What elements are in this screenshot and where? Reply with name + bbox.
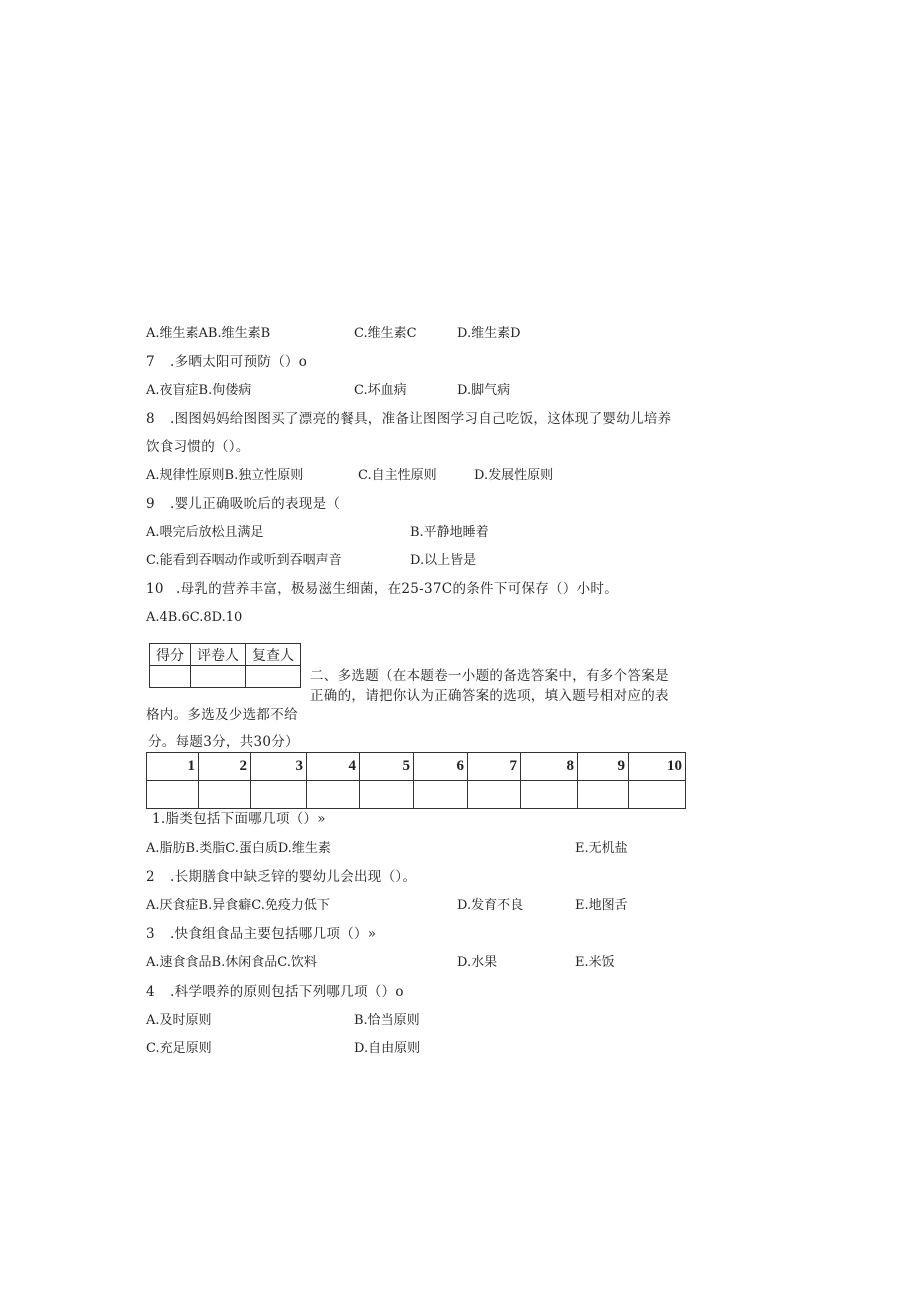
q6-option-d: D.维生素D <box>457 326 521 341</box>
section2-line3: 格内。多选及少选都不给 <box>146 707 298 723</box>
m4-stem: 4 .科学喂养的原则包括下列哪几项（）o <box>146 984 404 1000</box>
q8-stem-text: .图图妈妈给图图买了漂亮的餐具，准备让图图学习自己吃饭，这体现了婴幼儿培养 <box>170 411 672 427</box>
grader-cell[interactable] <box>191 666 246 688</box>
grid-number: 6 <box>414 753 468 781</box>
q9-option-b: B.平静地睡着 <box>410 525 489 540</box>
m1-stem: 1.脂类包括下面哪几项（）» <box>152 811 326 827</box>
grader-label: 评卷人 <box>191 644 246 666</box>
answer-cell[interactable] <box>468 781 521 809</box>
answer-cell[interactable] <box>629 781 686 809</box>
m4-option-a: A.及时原则 <box>146 1013 212 1028</box>
m4-option-c: C.充足原则 <box>146 1041 212 1056</box>
score-box <box>149 643 301 688</box>
q7-option-c: C.坏血病 <box>354 383 407 398</box>
q6-option-c: C.维生素C <box>354 326 417 341</box>
grid-number: 7 <box>468 753 521 781</box>
answer-grid <box>146 752 686 809</box>
m3-option-e: E.米饭 <box>575 955 615 970</box>
q9-option-a: A.喂完后放松且满足 <box>146 525 264 540</box>
q9-option-c: C.能看到吞咽动作或听到吞咽声音 <box>146 553 342 568</box>
answer-cell[interactable] <box>251 781 307 809</box>
section2-line1: 二、多选题（在本题卷一小题的备选答案中，有多个答案是 <box>310 668 669 684</box>
q10-stem-text: .母乳的营养丰富，极易滋生细菌，在25-37C的条件下可保存（）小时。 <box>176 581 619 597</box>
answer-cell[interactable] <box>521 781 578 809</box>
reviewer-label: 复查人 <box>246 644 301 666</box>
grid-number: 10 <box>629 753 686 781</box>
grid-number: 4 <box>307 753 360 781</box>
m1-option-abcd: A.脂肪B.类脂C.蛋白质D.维生素 <box>146 841 331 856</box>
m2-stem-text: .长期膳食中缺乏锌的婴幼儿会出现（）。 <box>170 869 417 885</box>
m1-option-e: E.无机盐 <box>575 841 628 856</box>
grid-number: 1 <box>147 753 199 781</box>
q10-options: A.4B.6C.8D.10 <box>146 610 243 625</box>
m3-option-d: D.水果 <box>457 955 498 970</box>
m2-option-e: E.地图舌 <box>575 898 628 913</box>
q6-option-ab: A.维生素AB.维生素B <box>146 326 271 341</box>
score-cell[interactable] <box>150 666 191 688</box>
q7-stem: 7 .多晒太阳可预防（）o <box>146 354 308 370</box>
q8-stem-line1: 8 .图图妈妈给图图买了漂亮的餐具，准备让图图学习自己吃饭，这体现了婴幼儿培养 <box>146 411 672 427</box>
grid-number: 3 <box>251 753 307 781</box>
m3-option-abc: A.速食食品B.休闲食品C.饮料 <box>146 955 317 970</box>
q9-stem-text: .婴儿正确吸吮后的表现是（ <box>170 496 341 512</box>
m2-option-d: D.发育不良 <box>457 898 524 913</box>
q7-stem-text: .多晒太阳可预防（）o <box>170 354 308 370</box>
q8-option-c: C.自主性原则 <box>358 468 437 483</box>
q8-option-d: D.发展性原则 <box>474 468 554 483</box>
answer-cell[interactable] <box>147 781 199 809</box>
answer-cell[interactable] <box>578 781 629 809</box>
score-label: 得分 <box>150 644 191 666</box>
m4-option-d: D.自由原则 <box>354 1041 421 1056</box>
m4-stem-text: .科学喂养的原则包括下列哪几项（）o <box>170 984 404 1000</box>
q7-option-ab: A.夜盲症B.佝偻病 <box>146 383 252 398</box>
m3-stem-text: .快食组食品主要包括哪几项（）» <box>170 926 377 942</box>
answer-cell[interactable] <box>199 781 251 809</box>
grid-number: 5 <box>360 753 414 781</box>
answer-grid-answer-row <box>147 781 686 809</box>
answer-cell[interactable] <box>414 781 468 809</box>
m2-stem: 2 .长期膳食中缺乏锌的婴幼儿会出现（）。 <box>146 869 417 885</box>
q10-stem: 10 .母乳的营养丰富，极易滋生细菌，在25-37C的条件下可保存（）小时。 <box>146 581 619 597</box>
reviewer-cell[interactable] <box>246 666 301 688</box>
q9-option-d: D.以上皆是 <box>410 553 477 568</box>
answer-cell[interactable] <box>360 781 414 809</box>
q7-option-d: D.脚气病 <box>457 383 511 398</box>
grid-number: 9 <box>578 753 629 781</box>
q8-stem-line2: 饮食习惯的（）。 <box>146 439 250 455</box>
answer-grid-header-row <box>147 753 686 781</box>
m2-option-abc: A.厌食症B.异食癖C.免疫力低下 <box>146 898 330 913</box>
section2-line2: 正确的，请把你认为正确答案的选项，填入题号相对应的表 <box>310 688 669 704</box>
q9-stem: 9 .婴儿正确吸吮后的表现是（ <box>146 496 341 512</box>
m4-option-b: B.恰当原则 <box>354 1013 420 1028</box>
answer-cell[interactable] <box>307 781 360 809</box>
m3-stem: 3 .快食组食品主要包括哪几项（）» <box>146 926 377 942</box>
section2-line4: 分。每题3分，共30分） <box>148 734 299 750</box>
grid-number: 2 <box>199 753 251 781</box>
q8-option-ab: A.规律性原则B.独立性原则 <box>146 468 304 483</box>
grid-number: 8 <box>521 753 578 781</box>
